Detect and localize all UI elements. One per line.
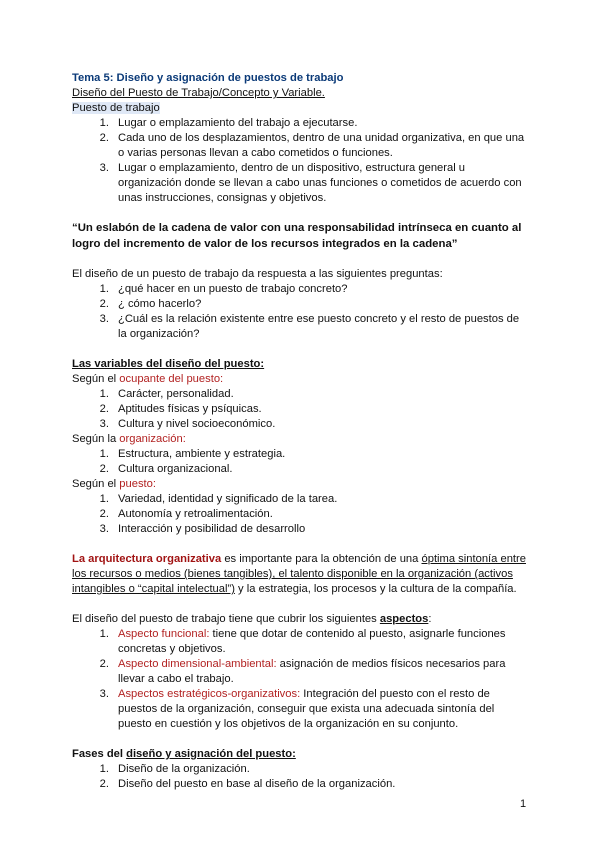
list-item: 2. Aptitudes físicas y psíquicas.	[99, 403, 262, 415]
puesto-definitions-list	[72, 116, 530, 206]
document-page	[72, 70, 530, 792]
list-item: 1. Carácter, personalidad.	[99, 388, 234, 400]
list-item: 3. Interacción y posibilidad de desarrollo	[99, 523, 306, 535]
segun-ocupante: Según el ocupante del puesto:	[72, 373, 224, 385]
list-item: 2. Autonomía y retroalimentación.	[99, 508, 273, 520]
ocupante-list	[72, 387, 530, 432]
list-item: 1. Estructura, ambiente y estrategia.	[99, 448, 286, 460]
list-item: 1. Lugar o emplazamiento del trabajo a ejecutarse.	[99, 117, 358, 129]
list-item: 1. Variedad, identidad y significado de la tarea.	[99, 493, 338, 505]
questions-intro: El diseño de un puesto de trabajo da respuesta a las siguientes preguntas:	[72, 268, 443, 280]
arquitectura-paragraph: La arquitectura organizativa es importante para la obtención de una óptima sintonía entre los recursos o medios (bienes tangibles), el talento disponible en la organización (activos intangibles o “capital intelectual”) y la estrategia, los procesos y la cultura de la compañía.	[72, 553, 526, 595]
variables-heading: Las variables del diseño del puesto:	[72, 358, 265, 370]
list-item: 3. Lugar o emplazamiento, dentro de un dispositivo, estructura general u organización donde se llevan a cabo unas funciones o cometidos de acuerdo con unas instrucciones, consignas y objetivos.	[99, 162, 522, 204]
aspectos-intro: El diseño del puesto de trabajo tiene que cubrir los siguientes aspectos:	[72, 613, 432, 625]
list-item: 1. Diseño de la organización.	[99, 763, 250, 775]
questions-list	[72, 282, 530, 342]
puesto-variables-list	[72, 492, 530, 537]
list-item: 2. Diseño del puesto en base al diseño de la organización.	[99, 778, 396, 790]
list-item: 2. ¿ cómo hacerlo?	[99, 298, 202, 310]
subtitle: Diseño del Puesto de Trabajo/Concepto y Variable.	[72, 87, 325, 99]
list-item: 3. ¿Cuál es la relación existente entre ese puesto concreto y el resto de puestos de la organización?	[99, 313, 520, 340]
section-puesto-heading	[72, 101, 530, 116]
fases-list	[72, 762, 530, 792]
list-item: 2. Cada uno de los desplazamientos, dentro de una unidad organizativa, en que una o varias personas llevan a cabo cometidos o funciones.	[99, 132, 525, 159]
segun-puesto: Según el puesto:	[72, 478, 156, 490]
aspectos-list	[72, 627, 530, 732]
list-item: 2. Aspecto dimensional-ambiental: asignación de medios físicos necesarios para llevar a cabo el trabajo.	[99, 658, 506, 685]
highlighted-heading: Puesto de trabajo	[72, 102, 160, 114]
organizacion-list	[72, 447, 530, 477]
page-title: Tema 5: Diseño y asignación de puestos de trabajo	[72, 72, 344, 84]
fases-heading: Fases del diseño y asignación del puesto:	[72, 748, 296, 760]
list-item: 3. Aspectos estratégicos-organizativos: Integración del puesto con el resto de puestos de la organización, conseguir que exista una adecuada sintonía del puesto en cuestión y los objetivos de la organización en su conjunto.	[99, 688, 495, 730]
quote: “Un eslabón de la cadena de valor con una responsabilidad intrínseca en cuanto al logro del incremento de valor de los recursos integrados en la cadena”	[72, 222, 522, 250]
list-item: 3. Cultura y nivel socioeconómico.	[99, 418, 276, 430]
list-item: 1. Aspecto funcional: tiene que dotar de contenido al puesto, asignarle funciones concretas y objetivos.	[99, 628, 506, 655]
list-item: 1. ¿qué hacer en un puesto de trabajo concreto?	[99, 283, 348, 295]
segun-organizacion: Según la organización:	[72, 433, 186, 445]
page-number: 1	[520, 798, 527, 810]
list-item: 2. Cultura organizacional.	[99, 463, 233, 475]
